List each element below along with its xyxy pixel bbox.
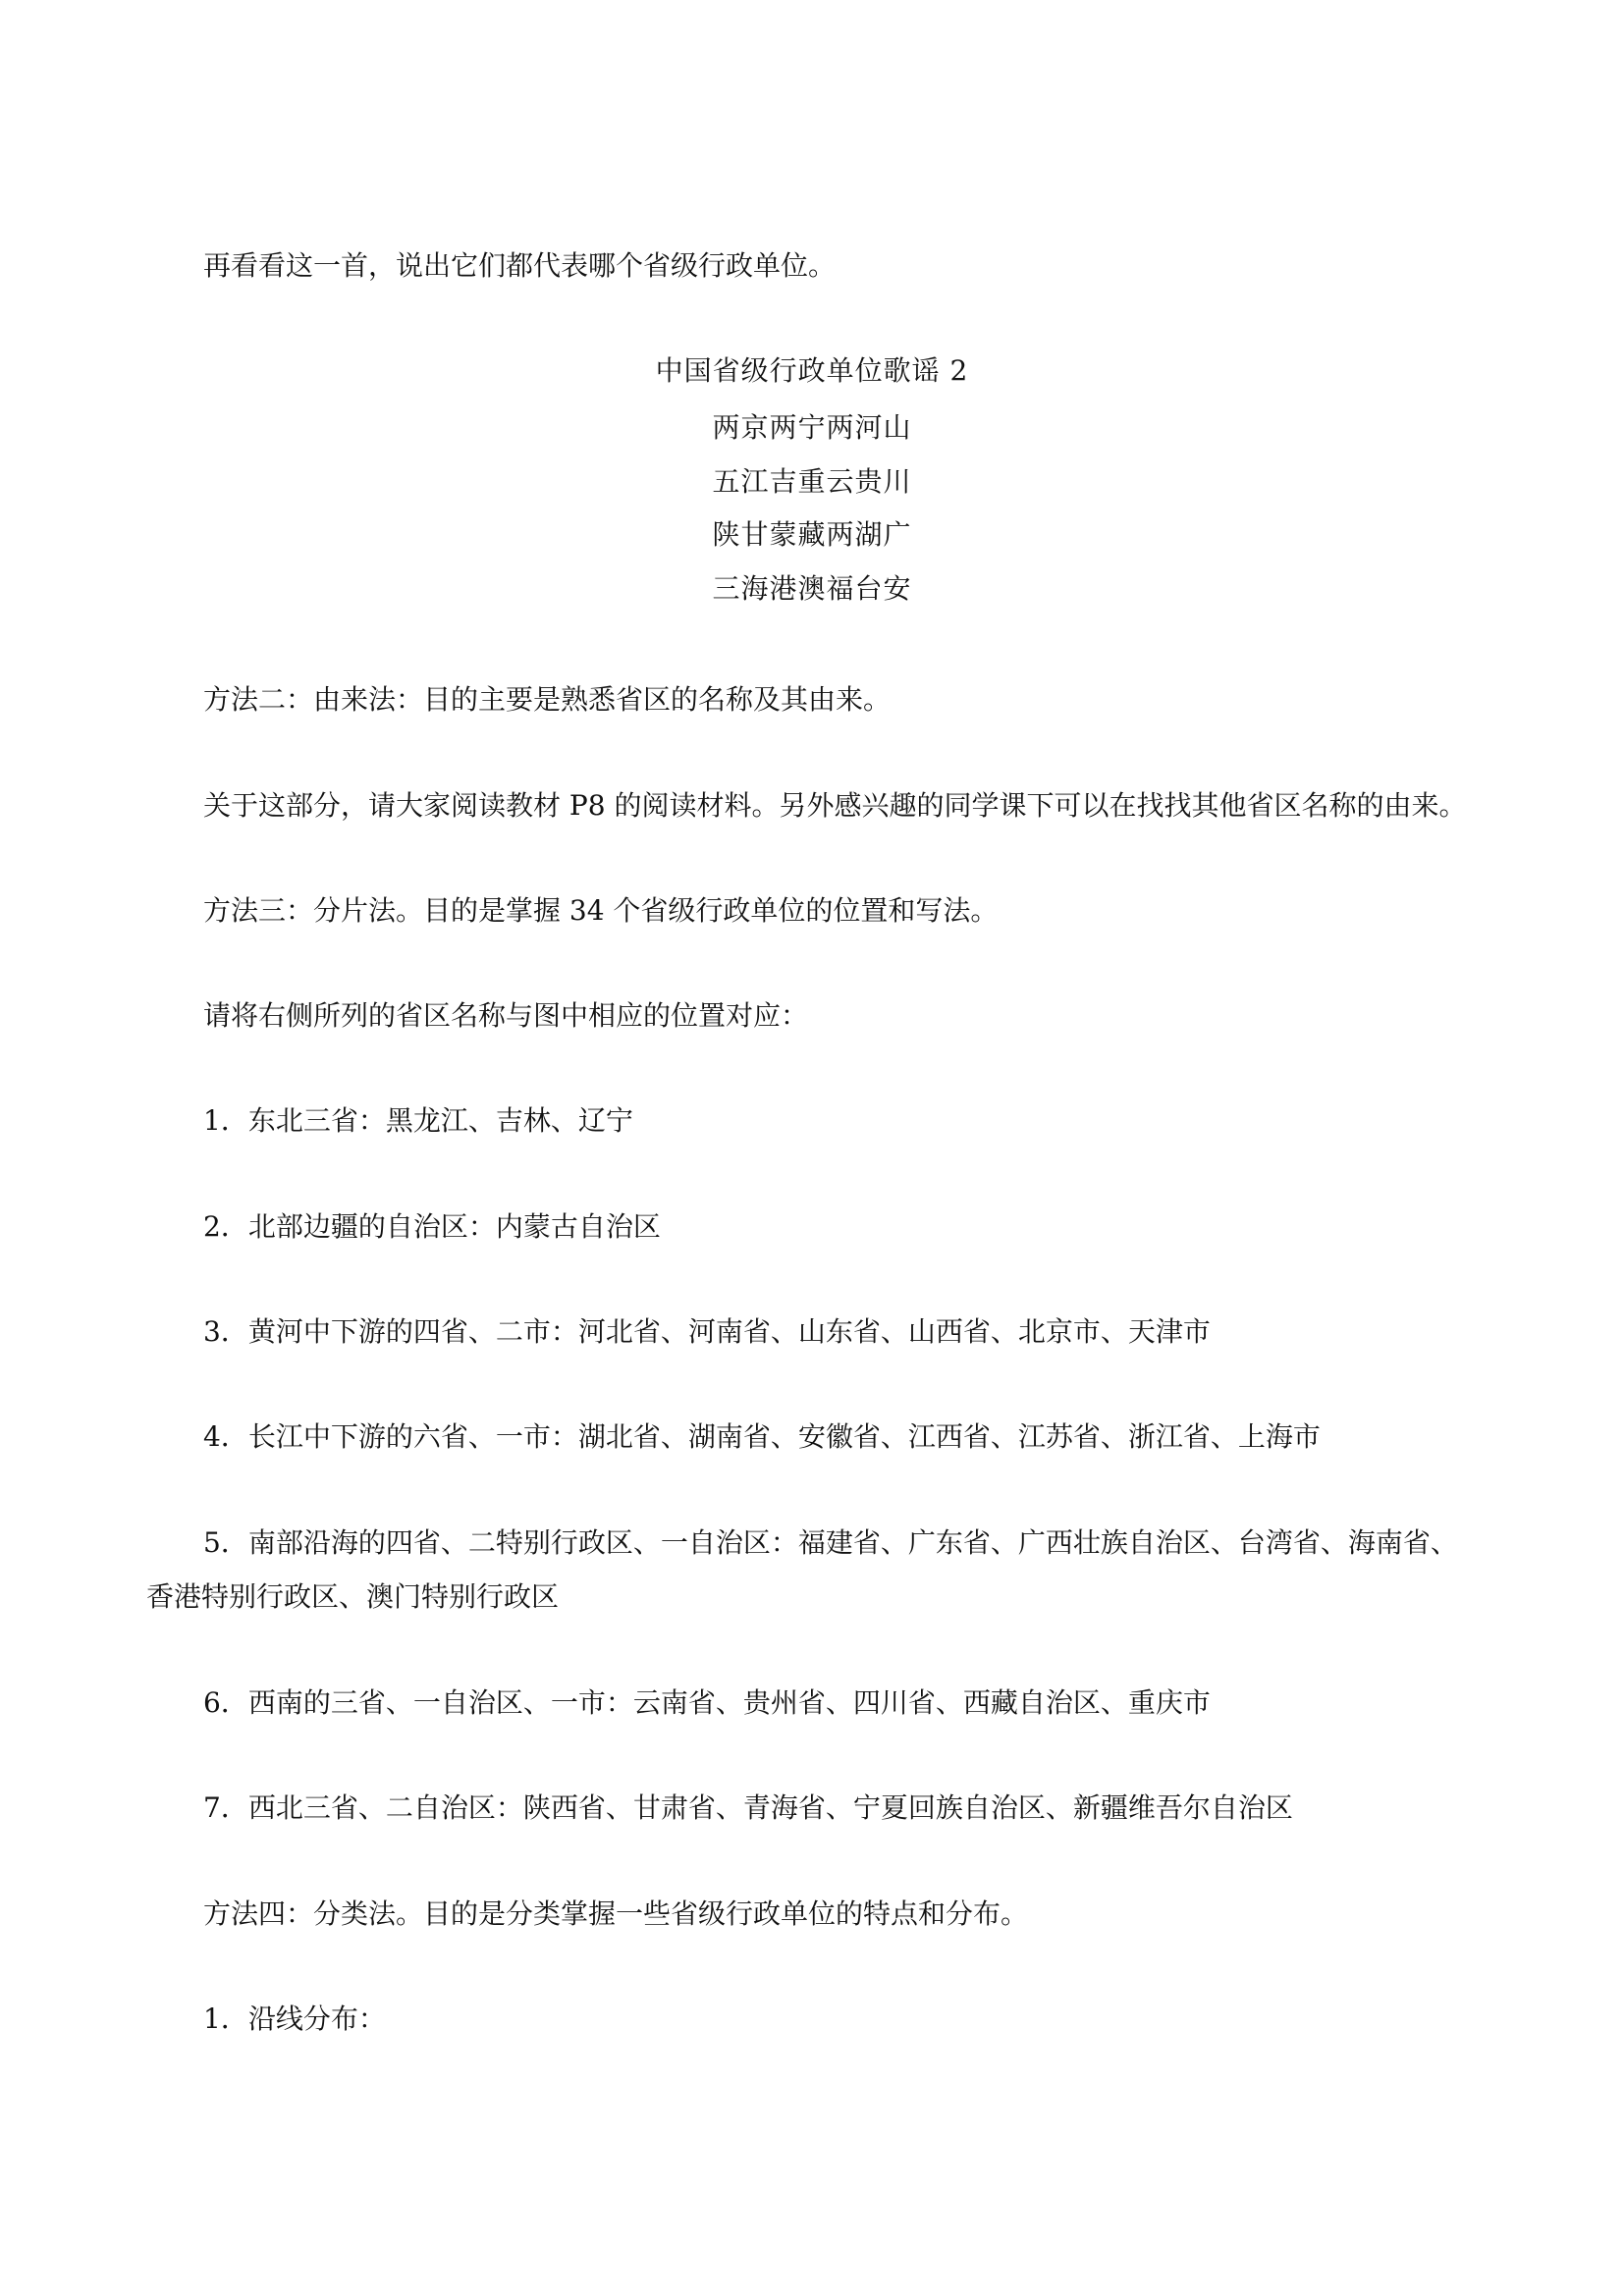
region-item: 4．长江中下游的六省、一市：湖北省、湖南省、安徽省、江西省、江苏省、浙江省、上海市 — [203, 1420, 1321, 1453]
region-item: 3．黄河中下游的四省、二市：河北省、河南省、山东省、山西省、北京市、天津市 — [203, 1315, 1211, 1348]
poem-line: 两京两宁两河山 — [712, 411, 912, 444]
method4-heading: 方法四：分类法。目的是分类掌握一些省级行政单位的特点和分布。 — [203, 1897, 1029, 1930]
intro-paragraph: 再看看这一首，说出它们都代表哪个省级行政单位。 — [203, 249, 837, 282]
method2-note: 关于这部分，请大家阅读教材 P8 的阅读材料。另外感兴趣的同学课下可以在找找其他省区名称的由来。 — [203, 789, 1467, 822]
region-item: 2．北部边疆的自治区：内蒙古自治区 — [203, 1210, 661, 1243]
method3-instruction: 请将右侧所列的省区名称与图中相应的位置对应： — [203, 999, 809, 1032]
method4-item: 1．沿线分布： — [203, 2002, 386, 2035]
poem-line: 陕甘蒙藏两湖广 — [712, 518, 912, 551]
region-item-continuation: 香港特别行政区、澳门特别行政区 — [146, 1580, 560, 1613]
poem-title: 中国省级行政单位歌谣 2 — [655, 354, 969, 387]
region-item: 5．南部沿海的四省、二特别行政区、一自治区：福建省、广东省、广西壮族自治区、台湾省、海南省、 — [203, 1526, 1458, 1559]
method3-heading: 方法三：分片法。目的是掌握 34 个省级行政单位的位置和写法。 — [203, 894, 999, 927]
region-item: 7．西北三省、二自治区：陕西省、甘肃省、青海省、宁夏回族自治区、新疆维吾尔自治区 — [203, 1791, 1293, 1824]
region-item: 6．西南的三省、一自治区、一市：云南省、贵州省、四川省、西藏自治区、重庆市 — [203, 1686, 1211, 1719]
poem-line: 五江吉重云贵川 — [712, 465, 912, 498]
poem-line: 三海港澳福台安 — [712, 572, 912, 605]
method2-heading: 方法二：由来法：目的主要是熟悉省区的名称及其由来。 — [203, 683, 892, 716]
region-item: 1．东北三省：黑龙江、吉林、辽宁 — [203, 1104, 633, 1137]
